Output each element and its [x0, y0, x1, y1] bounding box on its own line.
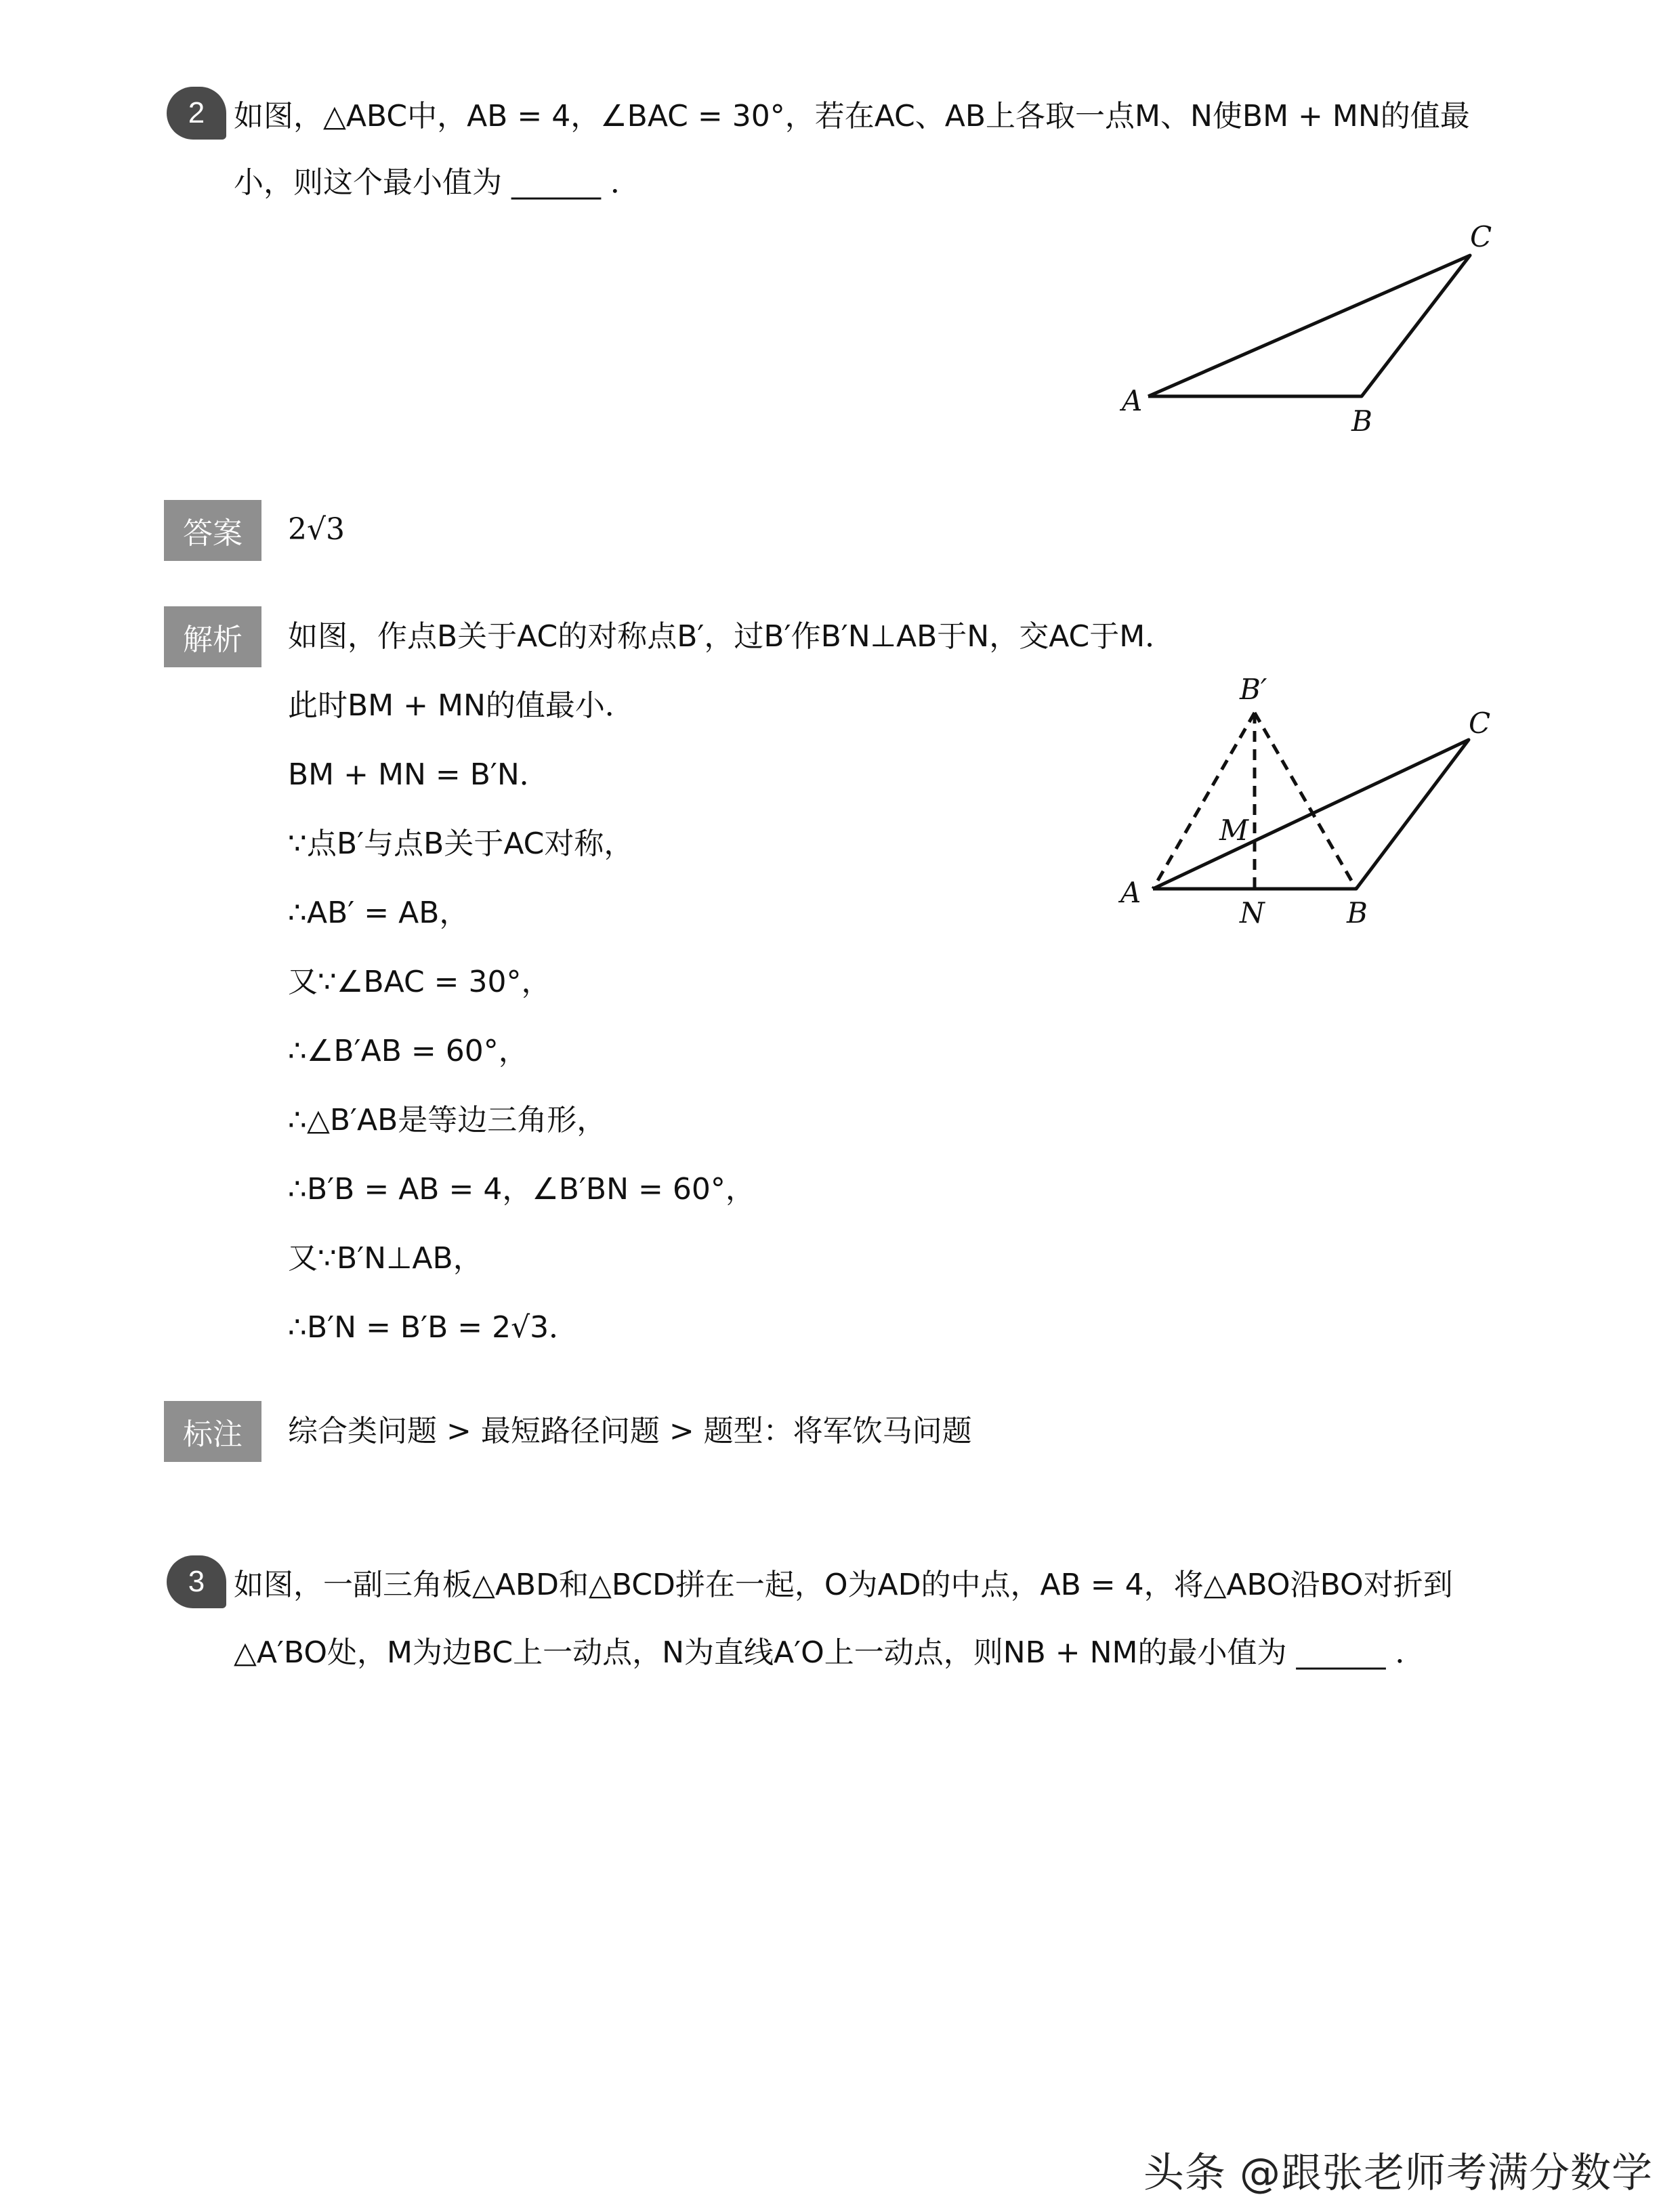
point-label-b: B [1347, 896, 1368, 929]
point-label-b-prime: B′ [1240, 673, 1267, 706]
question-number-badge [167, 87, 226, 140]
analysis-line-10: 又∵B′N⊥AB， [288, 1241, 483, 1276]
point-label-b: B [1351, 404, 1372, 438]
analysis-line-2: 此时BM + MN的值最小． [288, 688, 635, 723]
reflection-figure [1111, 671, 1531, 942]
question-number-badge [167, 1555, 226, 1608]
analysis-line-11: ∴B′N = B′B = 2√3． [288, 1310, 579, 1345]
point-label-n: N [1240, 896, 1265, 929]
answer-value: 2√3 [288, 512, 345, 547]
analysis-line-6: 又∵∠BAC = 30°， [288, 965, 551, 999]
analysis-line-9: ∴B′B = AB = 4，∠B′BN = 60°， [288, 1172, 755, 1207]
analysis-line-8: ∴△B′AB是等边三角形， [288, 1103, 607, 1137]
answer-label: 答案 [164, 500, 261, 561]
point-label-c: C [1469, 707, 1491, 740]
point-label-c: C [1470, 220, 1492, 253]
point-label-a: A [1122, 384, 1143, 417]
analysis-line-3: BM + MN = B′N． [288, 757, 549, 792]
point-label-a: A [1120, 876, 1141, 909]
watermark: 头条 @跟张老师考满分数学 [1143, 2150, 1653, 2197]
point-label-m: M [1219, 814, 1249, 847]
question-number: 2 [188, 96, 205, 129]
triangle-abc-figure [1111, 220, 1517, 440]
analysis-label: 解析 [164, 606, 261, 667]
question-text-line-1: 如图，一副三角板△ABD和△BCD拼在一起，O为AD的中点，AB = 4，将△ABO沿BO对折到 [234, 1568, 1453, 1602]
analysis-line-4: ∵点B′与点B关于AC对称， [288, 826, 634, 861]
analysis-line-7: ∴∠B′AB = 60°， [288, 1034, 528, 1068]
question-text-line-1: 如图，△ABC中，AB = 4，∠BAC = 30°，若在AC、AB上各取一点M、N使BM + MN的值最 [234, 99, 1470, 133]
question-text-line-2: 小，则这个最小值为 ______ ． [234, 165, 640, 200]
note-text: 综合类问题 > 最短路径问题 > 题型：将军饮马问题 [288, 1414, 972, 1448]
question-number: 3 [188, 1565, 205, 1598]
note-label: 标注 [164, 1401, 261, 1462]
analysis-line-1: 如图，作点B关于AC的对称点B′，过B′作B′N⊥AB于N，交AC于M． [288, 619, 1175, 654]
analysis-line-5: ∴AB′ = AB， [288, 896, 469, 930]
question-text-line-2: △A′BO处，M为边BC上一动点，N为直线A′O上一动点，则NB + NM的最小值为 ______ ． [234, 1635, 1425, 1670]
